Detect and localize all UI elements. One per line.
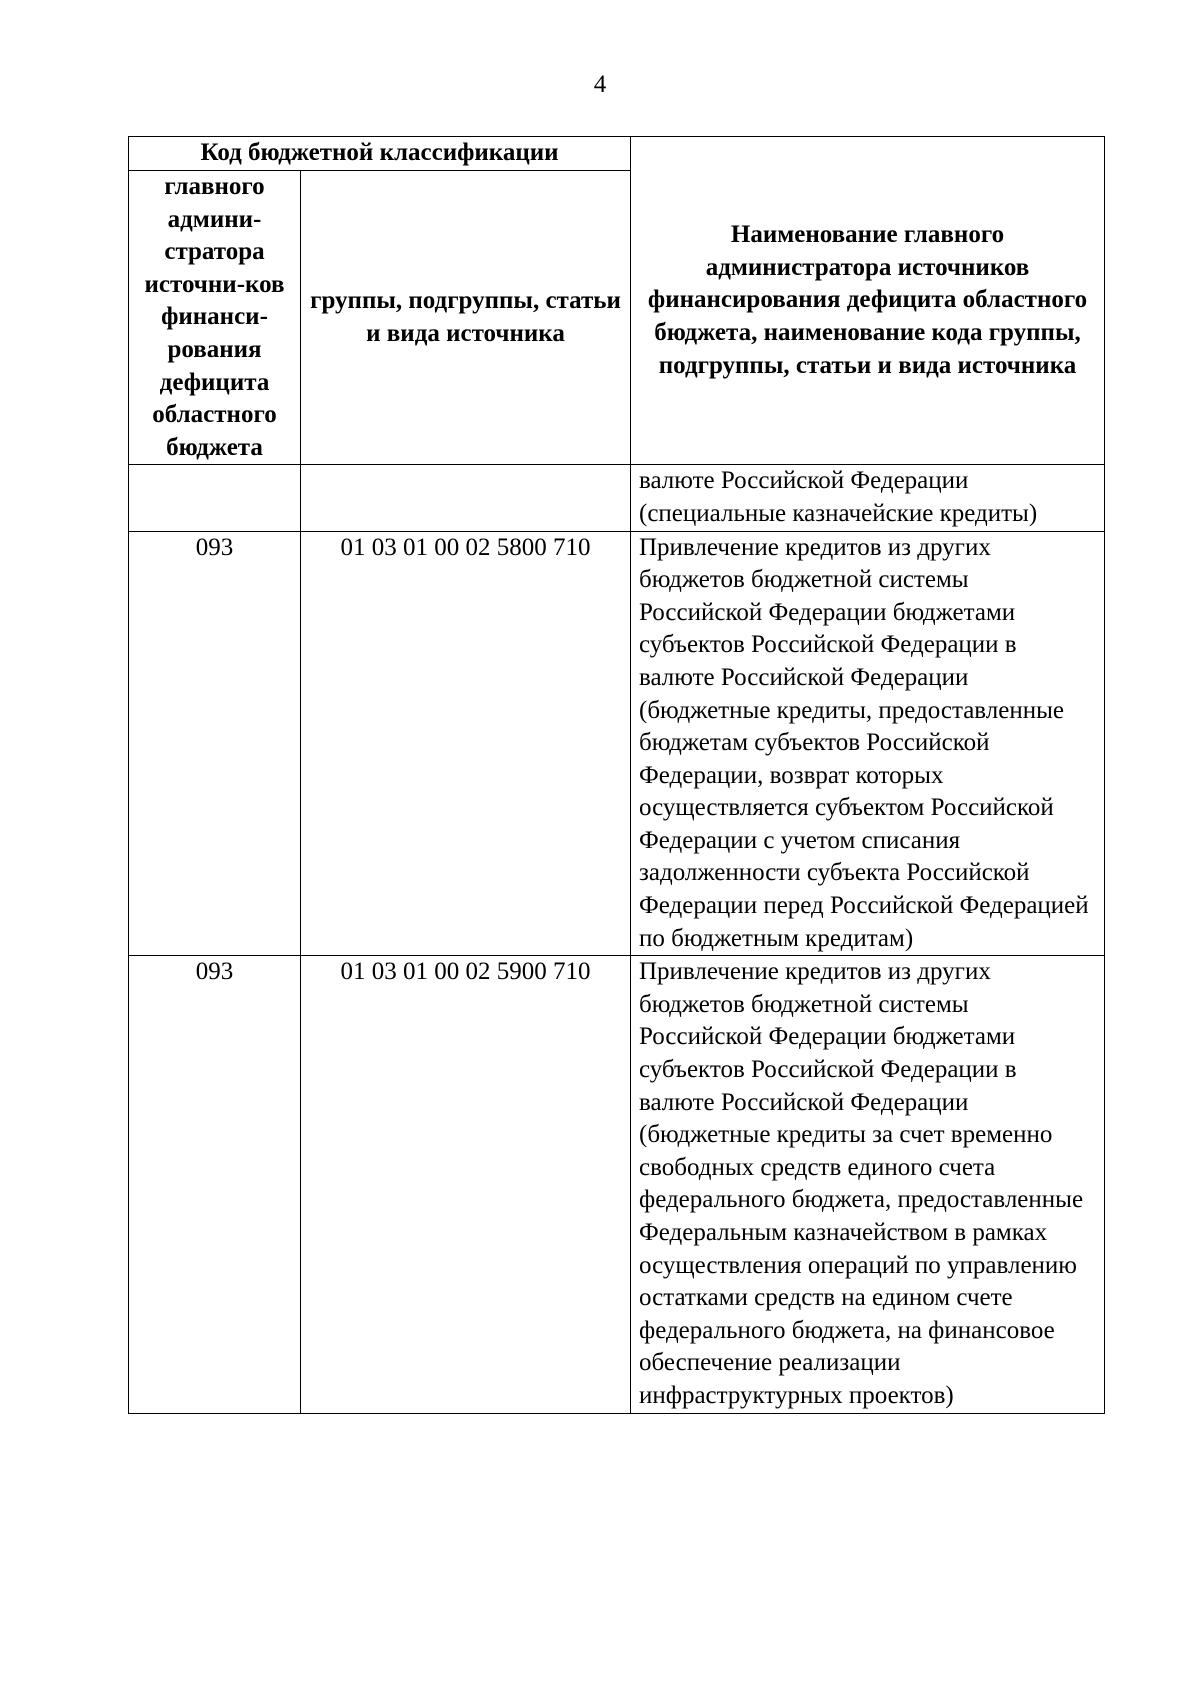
header-admin-column: главного админи-стратора источни-ков финанси-рования дефицита областного бюджета (129, 171, 301, 465)
table-header-row-group (129, 137, 1105, 171)
cell-classification-code (301, 465, 631, 531)
header-budget-code-group: Код бюджетной классификации (129, 137, 631, 171)
table-row (129, 956, 1105, 1413)
cell-source-name: валюте Российской Федерации (специальные казначейские кредиты) (631, 465, 1105, 531)
cell-admin-code: 093 (129, 531, 301, 956)
table-row (129, 531, 1105, 956)
header-code-column: группы, подгруппы, статьи и вида источника (301, 171, 631, 465)
cell-source-name: Привлечение кредитов из других бюджетов бюджетной системы Российской Федерации бюджетами субъектов Российской Федерации в валюте Российской Федерации (бюджетные кредиты, предоставленные бюджетам субъектов Российской Федерации, возврат которых осуществляется субъектом Российской Федерации с учетом списания задолженности субъекта Российской Федерации перед Российской Федерацией по бюджетным кредитам) (631, 531, 1105, 956)
cell-admin-code (129, 465, 301, 531)
cell-classification-code: 01 03 01 00 02 5900 710 (301, 956, 631, 1413)
cell-admin-code: 093 (129, 956, 301, 1413)
table-row (129, 465, 1105, 531)
header-name-column: Наименование главного администратора источников финансирования дефицита областного бюджета, наименование кода группы, подгруппы, статьи и вида источника (631, 137, 1105, 465)
budget-classification-table (128, 136, 1105, 1414)
page-number: 4 (593, 71, 607, 98)
cell-source-name: Привлечение кредитов из других бюджетов бюджетной системы Российской Федерации бюджетами субъектов Российской Федерации в валюте Российской Федерации (бюджетные кредиты за счет временно свободных средств единого счета федерального бюджета, предоставленные Федеральным казначейством в рамках осуществления операций по управлению остатками средств на едином счете федерального бюджета, на финансовое обеспечение реализации инфраструктурных проектов) (631, 956, 1105, 1413)
cell-classification-code: 01 03 01 00 02 5800 710 (301, 531, 631, 956)
